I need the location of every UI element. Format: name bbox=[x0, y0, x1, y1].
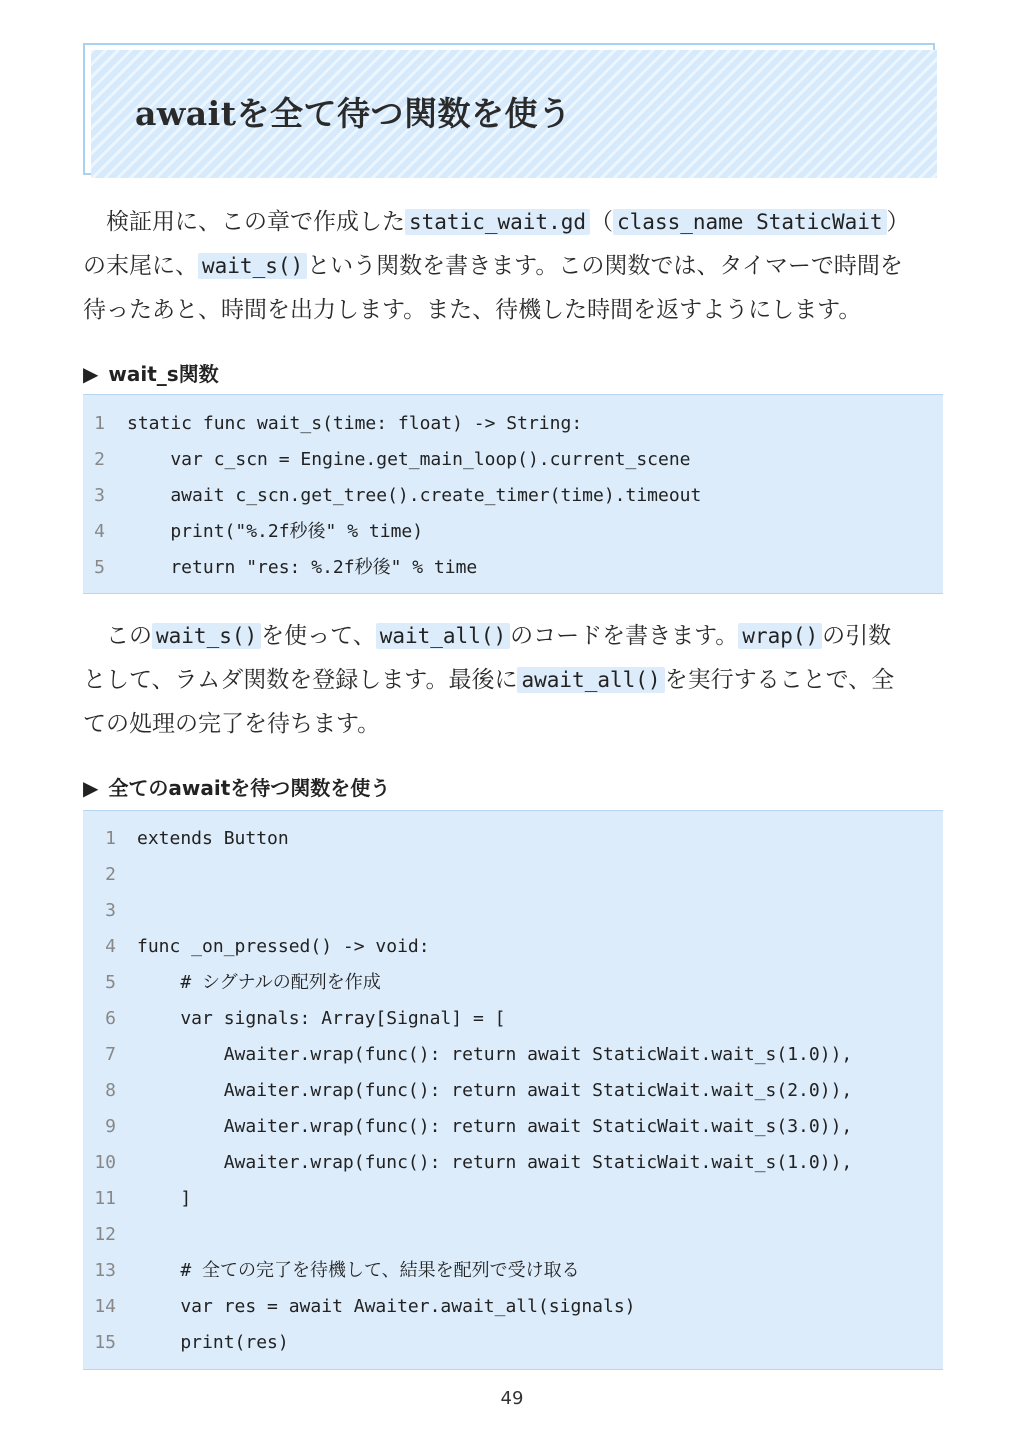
text-span: を使って、 bbox=[261, 623, 376, 649]
paragraph-2 bbox=[83, 614, 943, 746]
text-span: の引数 bbox=[822, 623, 892, 649]
paragraph-1 bbox=[83, 200, 943, 332]
code-line: Awaiter.wrap(func(): return await StaticWait.wait_s(2.0)), bbox=[137, 1080, 853, 1101]
code-line: print(res) bbox=[137, 1332, 289, 1353]
inline-code: wait_s() bbox=[152, 623, 261, 649]
section-title: awaitを全て待つ関数を使う bbox=[135, 94, 572, 133]
text-span: この bbox=[83, 623, 152, 649]
play-triangle-icon: ▶ bbox=[83, 362, 99, 386]
text-span: ） bbox=[886, 209, 910, 235]
caption-text: 全てのawaitを待つ関数を使う bbox=[108, 776, 391, 800]
line-number: 7 bbox=[105, 1044, 116, 1065]
inline-code: wrap() bbox=[738, 623, 822, 649]
line-number: 8 bbox=[105, 1080, 116, 1101]
line-number: 4 bbox=[105, 936, 116, 957]
text-span: 検証用に、この章で作成した bbox=[83, 209, 405, 235]
paragraph-line bbox=[83, 288, 943, 332]
line-number: 4 bbox=[94, 521, 105, 542]
inline-code: wait_all() bbox=[376, 623, 510, 649]
text-span: の末尾に、 bbox=[83, 253, 198, 279]
code-line: var c_scn = Engine.get_main_loop().current_scene bbox=[127, 449, 691, 470]
paragraph-line bbox=[83, 200, 943, 244]
line-number: 6 bbox=[105, 1008, 116, 1029]
line-number: 11 bbox=[94, 1188, 116, 1209]
inline-code: static_wait.gd bbox=[405, 209, 590, 235]
text-span: 待ったあと、時間を出力します。また、待機した時間を返すようにします。 bbox=[83, 297, 862, 323]
inline-code: wait_s() bbox=[198, 253, 307, 279]
code-line: static func wait_s(time: float) -> String: bbox=[127, 413, 583, 434]
code-line: await c_scn.get_tree().create_timer(time).timeout bbox=[127, 485, 702, 506]
text-span: として、ラムダ関数を登録します。最後に bbox=[83, 667, 518, 693]
code-caption-1 bbox=[83, 358, 219, 387]
code-block-1 bbox=[83, 394, 943, 594]
text-span: （ bbox=[590, 209, 614, 235]
code-line: extends Button bbox=[137, 828, 289, 849]
code-line: # 全ての完了を待機して、結果を配列で受け取る bbox=[137, 1260, 580, 1281]
code-line: var signals: Array[Signal] = [ bbox=[137, 1008, 506, 1029]
line-number: 2 bbox=[94, 449, 105, 470]
line-number: 2 bbox=[105, 864, 116, 885]
paragraph-line bbox=[83, 702, 943, 746]
line-number: 13 bbox=[94, 1260, 116, 1281]
line-number: 5 bbox=[105, 972, 116, 993]
play-triangle-icon: ▶ bbox=[83, 776, 99, 800]
paragraph-line bbox=[83, 614, 943, 658]
code-block-2 bbox=[83, 810, 943, 1370]
line-number: 1 bbox=[94, 413, 105, 434]
page-number: 49 bbox=[500, 1388, 524, 1409]
code-line: Awaiter.wrap(func(): return await StaticWait.wait_s(1.0)), bbox=[137, 1152, 853, 1173]
code-line: var res = await Awaiter.await_all(signals) bbox=[137, 1296, 636, 1317]
line-number: 1 bbox=[105, 828, 116, 849]
paragraph-line bbox=[83, 244, 943, 288]
line-number: 3 bbox=[94, 485, 105, 506]
line-number: 5 bbox=[94, 557, 105, 578]
line-number: 10 bbox=[94, 1152, 116, 1173]
code-line: print("%.2f秒後" % time) bbox=[127, 521, 424, 542]
text-span: のコードを書きます。 bbox=[510, 623, 739, 649]
line-number: 3 bbox=[105, 900, 116, 921]
text-span: ての処理の完了を待ちます。 bbox=[83, 711, 381, 737]
code-line: return "res: %.2f秒後" % time bbox=[127, 557, 478, 578]
caption-text: wait_s関数 bbox=[108, 362, 219, 386]
inline-code: await_all() bbox=[517, 667, 664, 693]
code-line: Awaiter.wrap(func(): return await StaticWait.wait_s(1.0)), bbox=[137, 1044, 853, 1065]
line-number: 14 bbox=[94, 1296, 116, 1317]
text-span: を実行することで、全 bbox=[664, 667, 895, 693]
inline-code: class_name StaticWait bbox=[613, 209, 887, 235]
code-line: Awaiter.wrap(func(): return await StaticWait.wait_s(3.0)), bbox=[137, 1116, 853, 1137]
code-caption-2 bbox=[83, 772, 390, 801]
text-span: という関数を書きます。この関数では、タイマーで時間を bbox=[307, 253, 903, 279]
line-number: 12 bbox=[94, 1224, 116, 1245]
line-number: 9 bbox=[105, 1116, 116, 1137]
line-number: 15 bbox=[94, 1332, 116, 1353]
code-line: ] bbox=[137, 1188, 192, 1209]
paragraph-line bbox=[83, 658, 943, 702]
code-line: func _on_pressed() -> void: bbox=[137, 936, 430, 957]
code-line: # シグナルの配列を作成 bbox=[137, 972, 381, 993]
